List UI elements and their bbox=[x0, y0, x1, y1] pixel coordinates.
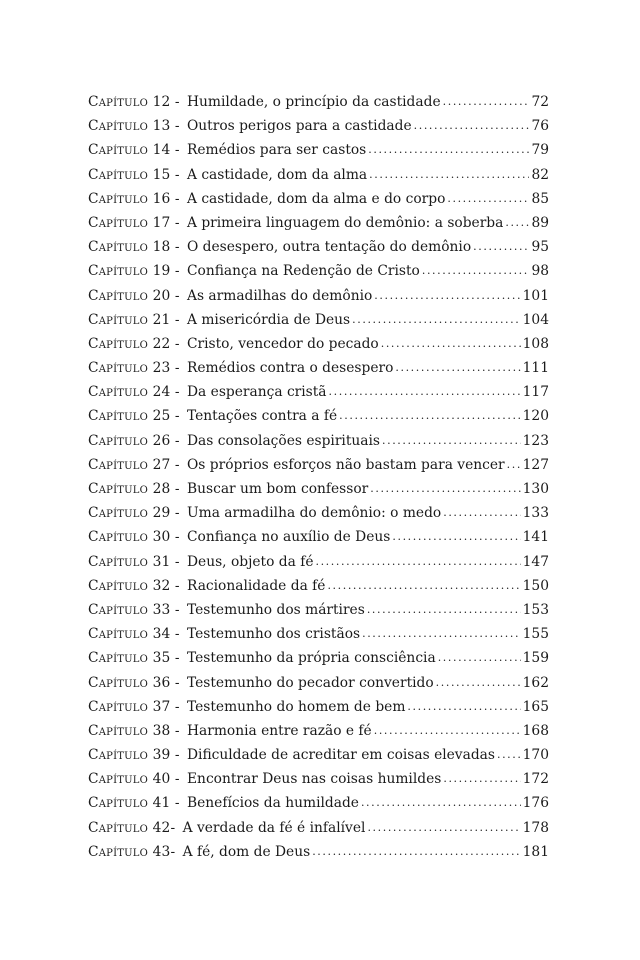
dot-leader bbox=[505, 210, 529, 235]
dot-leader bbox=[352, 307, 521, 332]
toc-entry bbox=[88, 429, 549, 453]
chapter-separator: - bbox=[170, 432, 184, 449]
page-number: 176 bbox=[522, 795, 549, 812]
page-number: 108 bbox=[522, 335, 549, 352]
dot-leader bbox=[382, 428, 521, 453]
chapter-title: Testemunho da própria consciência bbox=[186, 650, 436, 667]
toc-entry bbox=[88, 380, 549, 404]
chapter-separator: - bbox=[170, 408, 184, 425]
chapter-separator: - bbox=[170, 577, 184, 594]
toc-entry bbox=[88, 598, 549, 622]
chapter-title: Testemunho do homem de bem bbox=[186, 698, 406, 715]
page-number: 120 bbox=[522, 408, 549, 425]
chapter-separator: - bbox=[170, 239, 184, 256]
page-number: 101 bbox=[522, 287, 549, 304]
dot-leader bbox=[422, 258, 530, 283]
chapter-title: A castidade, dom da alma bbox=[186, 166, 368, 183]
chapter-number: Capítulo 32 bbox=[88, 577, 171, 594]
chapter-separator: - bbox=[170, 843, 180, 860]
chapter-number: Capítulo 38 bbox=[88, 722, 171, 739]
chapter-title: Harmonia entre razão e fé bbox=[186, 722, 372, 739]
chapter-title: Confiança no auxílio de Deus bbox=[186, 529, 391, 546]
chapter-number: Capítulo 33 bbox=[88, 601, 171, 618]
dot-leader bbox=[381, 331, 521, 356]
chapter-separator: - bbox=[170, 698, 184, 715]
dot-leader bbox=[367, 815, 520, 840]
chapter-number: Capítulo 17 bbox=[88, 214, 171, 231]
chapter-title: Deus, objeto da fé bbox=[186, 553, 314, 570]
dot-leader bbox=[507, 452, 521, 477]
chapter-separator: - bbox=[170, 771, 184, 788]
toc-entry bbox=[88, 550, 549, 574]
toc-entry bbox=[88, 525, 549, 549]
page-number: 127 bbox=[522, 456, 549, 473]
chapter-number: Capítulo 40 bbox=[88, 771, 171, 788]
chapter-number: Capítulo 29 bbox=[88, 505, 171, 522]
page-number: 153 bbox=[522, 601, 549, 618]
chapter-number: Capítulo 35 bbox=[88, 650, 171, 667]
dot-leader bbox=[395, 355, 520, 380]
chapter-title: Uma armadilha do demônio: o medo bbox=[186, 505, 442, 522]
chapter-number: Capítulo 22 bbox=[88, 335, 171, 352]
page-number: 130 bbox=[522, 481, 549, 497]
dot-leader bbox=[368, 137, 529, 162]
chapter-title: Remédios para ser castos bbox=[186, 142, 367, 159]
chapter-number: Capítulo 21 bbox=[88, 311, 171, 328]
chapter-title: O desespero, outra tentação do demônio bbox=[186, 239, 472, 256]
chapter-separator: - bbox=[170, 795, 184, 812]
chapter-title: Racionalidade da fé bbox=[186, 577, 326, 594]
chapter-title: Os próprios esforços não bastam para vencer bbox=[186, 456, 505, 473]
chapter-separator: - bbox=[170, 94, 184, 110]
chapter-separator: - bbox=[170, 311, 184, 328]
toc-entry bbox=[88, 235, 549, 259]
toc-entry bbox=[88, 646, 549, 670]
chapter-separator: - bbox=[170, 335, 184, 352]
chapter-number: Capítulo 19 bbox=[88, 263, 171, 280]
toc-entry bbox=[88, 356, 549, 380]
toc-entry bbox=[88, 791, 549, 815]
page-number: 155 bbox=[522, 626, 549, 643]
dot-leader bbox=[369, 162, 529, 187]
dot-leader bbox=[443, 89, 530, 114]
dot-leader bbox=[374, 283, 520, 308]
chapter-title: Das consolações espirituais bbox=[186, 432, 380, 449]
page-number: 172 bbox=[522, 771, 549, 788]
chapter-number: Capítulo 37 bbox=[88, 698, 171, 715]
toc-entry bbox=[88, 332, 549, 356]
chapter-title: Buscar um bom confessor bbox=[186, 481, 369, 497]
toc-entry bbox=[88, 574, 549, 598]
page-number: 104 bbox=[522, 311, 549, 328]
page-number: 89 bbox=[531, 214, 549, 231]
dot-leader bbox=[362, 621, 521, 646]
chapter-number: Capítulo 41 bbox=[88, 795, 171, 812]
chapter-number: Capítulo 34 bbox=[88, 626, 171, 643]
dot-leader bbox=[361, 790, 521, 815]
dot-leader bbox=[392, 524, 520, 549]
chapter-title: Da esperança cristã bbox=[186, 384, 327, 401]
chapter-title: Tentações contra a fé bbox=[186, 408, 338, 425]
dot-leader bbox=[497, 742, 521, 767]
toc-entry bbox=[88, 114, 549, 138]
toc-entry bbox=[88, 743, 549, 767]
chapter-number: Capítulo 27 bbox=[88, 456, 171, 473]
chapter-separator: - bbox=[170, 384, 184, 401]
chapter-number: Capítulo 36 bbox=[88, 674, 171, 691]
chapter-title: Benefícios da humildade bbox=[186, 795, 359, 812]
page-number: 170 bbox=[522, 747, 549, 764]
chapter-title: Encontrar Deus nas coisas humildes bbox=[186, 771, 442, 788]
toc-entry bbox=[88, 840, 549, 864]
page-number: 98 bbox=[531, 263, 549, 280]
dot-leader bbox=[327, 573, 520, 598]
chapter-separator: - bbox=[170, 118, 184, 135]
chapter-separator: - bbox=[170, 456, 184, 473]
chapter-number: Capítulo 43 bbox=[88, 843, 171, 860]
toc-entry bbox=[88, 477, 549, 501]
chapter-separator: - bbox=[170, 650, 184, 667]
chapter-number: Capítulo 12 bbox=[88, 94, 171, 110]
chapter-separator: - bbox=[170, 674, 184, 691]
chapter-separator: - bbox=[170, 529, 184, 546]
toc-entry bbox=[88, 163, 549, 187]
chapter-separator: - bbox=[170, 142, 184, 159]
chapter-separator: - bbox=[170, 747, 184, 764]
chapter-title: Confiança na Redenção de Cristo bbox=[186, 263, 420, 280]
chapter-separator: - bbox=[170, 601, 184, 618]
toc-entry bbox=[88, 308, 549, 332]
chapter-number: Capítulo 23 bbox=[88, 360, 171, 377]
page-number: 165 bbox=[522, 698, 549, 715]
page-number: 181 bbox=[522, 843, 549, 860]
chapter-title: A misericórdia de Deus bbox=[186, 311, 351, 328]
dot-leader bbox=[407, 694, 520, 719]
toc-entry bbox=[88, 695, 549, 719]
dot-leader bbox=[436, 670, 521, 695]
toc-entry bbox=[88, 404, 549, 428]
chapter-title: A verdade da fé é infalível bbox=[182, 819, 366, 836]
page-number: 168 bbox=[522, 722, 549, 739]
page-number: 117 bbox=[522, 384, 549, 401]
chapter-number: Capítulo 20 bbox=[88, 287, 171, 304]
dot-leader bbox=[315, 549, 520, 574]
chapter-number: Capítulo 25 bbox=[88, 408, 171, 425]
page-number: 76 bbox=[531, 118, 549, 135]
table-of-contents bbox=[88, 90, 549, 864]
dot-leader bbox=[367, 597, 521, 622]
page-number: 85 bbox=[531, 190, 549, 207]
chapter-number: Capítulo 42 bbox=[88, 819, 171, 836]
chapter-title: Humildade, o princípio da castidade bbox=[186, 94, 441, 110]
toc-entry bbox=[88, 284, 549, 308]
chapter-separator: - bbox=[170, 287, 184, 304]
toc-entry bbox=[88, 501, 549, 525]
chapter-number: Capítulo 39 bbox=[88, 747, 171, 764]
page-number: 123 bbox=[522, 432, 549, 449]
dot-leader bbox=[447, 186, 529, 211]
page-number: 178 bbox=[522, 819, 549, 836]
chapter-number: Capítulo 28 bbox=[88, 481, 171, 497]
chapter-separator: - bbox=[170, 722, 184, 739]
dot-leader bbox=[329, 379, 521, 404]
toc-entry bbox=[88, 453, 549, 477]
chapter-number: Capítulo 16 bbox=[88, 190, 171, 207]
chapter-number: Capítulo 13 bbox=[88, 118, 171, 135]
chapter-title: A primeira linguagem do demônio: a soberba bbox=[186, 214, 504, 231]
chapter-separator: - bbox=[170, 360, 184, 377]
chapter-title: As armadilhas do demônio bbox=[186, 287, 373, 304]
page-number: 111 bbox=[522, 360, 549, 377]
chapter-title: Cristo, vencedor do pecado bbox=[186, 335, 379, 352]
chapter-separator: - bbox=[170, 481, 184, 497]
dot-leader bbox=[443, 766, 520, 791]
dot-leader bbox=[370, 476, 520, 501]
page-number: 95 bbox=[531, 239, 549, 256]
toc-entry bbox=[88, 671, 549, 695]
dot-leader bbox=[414, 113, 530, 138]
page-number: 159 bbox=[522, 650, 549, 667]
chapter-separator: - bbox=[170, 263, 184, 280]
dot-leader bbox=[473, 234, 529, 259]
chapter-separator: - bbox=[170, 819, 180, 836]
chapter-title: Dificuldade de acreditar em coisas elevadas bbox=[186, 747, 495, 764]
chapter-title: Testemunho dos mártires bbox=[186, 601, 365, 618]
chapter-number: Capítulo 31 bbox=[88, 553, 171, 570]
chapter-separator: - bbox=[170, 214, 184, 231]
page-number: 147 bbox=[522, 553, 549, 570]
toc-entry bbox=[88, 187, 549, 211]
chapter-separator: - bbox=[170, 190, 184, 207]
chapter-title: Testemunho do pecador convertido bbox=[186, 674, 434, 691]
dot-leader bbox=[443, 500, 520, 525]
chapter-separator: - bbox=[170, 626, 184, 643]
toc-entry bbox=[88, 259, 549, 283]
page-number: 82 bbox=[531, 166, 549, 183]
chapter-number: Capítulo 30 bbox=[88, 529, 171, 546]
dot-leader bbox=[339, 403, 521, 428]
dot-leader bbox=[438, 645, 521, 670]
page-number: 141 bbox=[522, 529, 549, 546]
toc-entry bbox=[88, 138, 549, 162]
chapter-title: A fé, dom de Deus bbox=[182, 843, 311, 860]
chapter-number: Capítulo 24 bbox=[88, 384, 171, 401]
dot-leader bbox=[312, 839, 520, 864]
page-number: 162 bbox=[522, 674, 549, 691]
toc-entry bbox=[88, 90, 549, 114]
chapter-number: Capítulo 14 bbox=[88, 142, 171, 159]
toc-entry bbox=[88, 816, 549, 840]
toc-entry bbox=[88, 719, 549, 743]
chapter-title: Outros perigos para a castidade bbox=[186, 118, 412, 135]
chapter-number: Capítulo 26 bbox=[88, 432, 171, 449]
chapter-number: Capítulo 18 bbox=[88, 239, 171, 256]
chapter-title: Testemunho dos cristãos bbox=[186, 626, 361, 643]
page-number: 133 bbox=[522, 505, 549, 522]
page-number: 72 bbox=[531, 94, 549, 110]
chapter-number: Capítulo 15 bbox=[88, 166, 171, 183]
chapter-title: A castidade, dom da alma e do corpo bbox=[186, 190, 446, 207]
toc-entry bbox=[88, 622, 549, 646]
toc-entry bbox=[88, 767, 549, 791]
chapter-separator: - bbox=[170, 166, 184, 183]
chapter-title: Remédios contra o desespero bbox=[186, 360, 394, 377]
dot-leader bbox=[374, 718, 521, 743]
toc-entry bbox=[88, 211, 549, 235]
page-number: 150 bbox=[522, 577, 549, 594]
chapter-separator: - bbox=[170, 505, 184, 522]
page-number: 79 bbox=[531, 142, 549, 159]
chapter-separator: - bbox=[170, 553, 184, 570]
